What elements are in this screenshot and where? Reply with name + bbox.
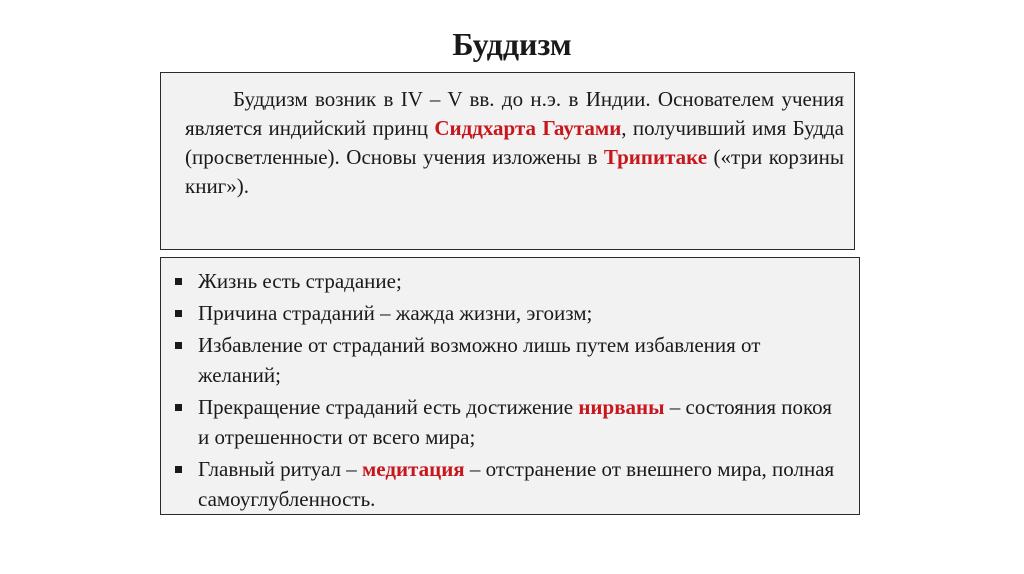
list-item-text: Причина страданий – жажда жизни, эгоизм; — [198, 301, 593, 325]
page-title: Буддизм — [452, 26, 572, 62]
list-item-text: – состояния покоя и отрешенности от всего мира; — [198, 395, 832, 449]
list-item-text: Главный ритуал – — [198, 457, 362, 481]
list-item — [173, 266, 845, 296]
intro-text-3: («три корзины книг»). — [185, 145, 844, 198]
list-item-text: Избавление от страданий возможно лишь путем избавления от желаний; — [198, 333, 761, 387]
list-item-text: Прекращение страданий есть достижение — [198, 395, 579, 419]
intro-box — [160, 72, 855, 250]
intro-text-1: Буддизм возник в IV – V вв. до н.э. в Индии. Основателем учения является индийский принц — [185, 87, 844, 140]
founder-name: Сиддхарта Гаутами — [434, 116, 622, 140]
list-item — [173, 330, 845, 390]
teachings-box — [160, 257, 860, 515]
intro-text-2: , получивший имя Будда (просветленные). Основы учения изложены в — [185, 116, 844, 169]
square-bullet-icon — [175, 466, 182, 473]
nirvana-term: нирваны — [578, 395, 665, 419]
square-bullet-icon — [175, 278, 182, 285]
scripture-name: Трипитаке — [603, 145, 708, 169]
list-item — [173, 298, 845, 328]
meditation-term: медитация — [361, 457, 465, 481]
square-bullet-icon — [175, 310, 182, 317]
list-item — [173, 392, 845, 452]
list-item-text: Жизнь есть страдание; — [198, 269, 402, 293]
square-bullet-icon — [175, 342, 182, 349]
intro-paragraph — [185, 85, 844, 201]
teachings-list — [173, 266, 845, 516]
list-item-text: – отстранение от внешнего мира, полная самоуглубленность. — [198, 457, 835, 511]
list-item — [173, 454, 845, 514]
square-bullet-icon — [175, 404, 182, 411]
